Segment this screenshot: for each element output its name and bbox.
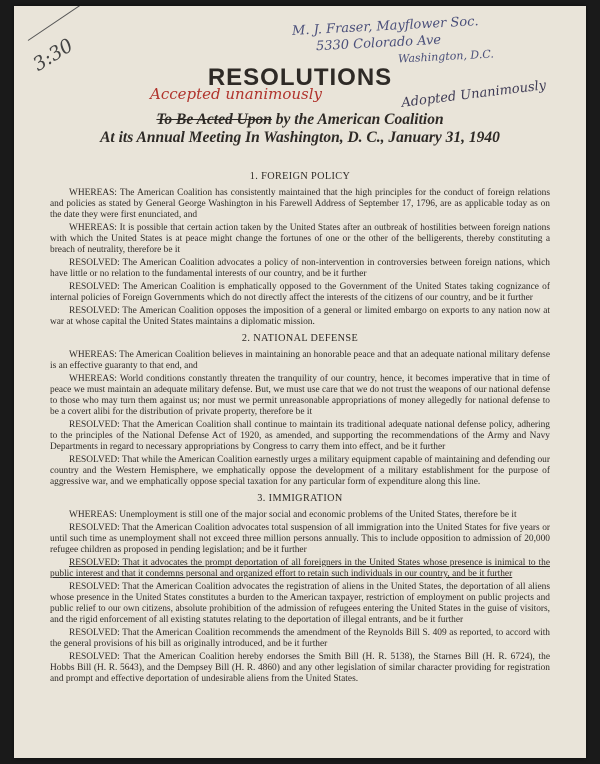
section-heading: 1. FOREIGN POLICY [249, 171, 351, 182]
document-page [14, 6, 586, 758]
paragraph: RESOLVED: That the American Coalition advocates total suspension of all immigration into the United States for five years or until such time as unemployment shall not exceed three million persons annually. This to include opposition to admission of 20,000 refugee children as proposed in pending legislation; and be it further [50, 523, 550, 555]
section-national-defense [50, 333, 550, 488]
section-foreign-policy [50, 171, 550, 328]
handwritten-adopted-note: Adopted Unanimously [400, 78, 547, 111]
section-immigration [50, 493, 550, 685]
handwritten-address-line2: 5330 Colorado Ave [315, 32, 442, 55]
handwritten-page-number: 3:30 [29, 34, 77, 76]
paragraph: WHEREAS: Unemployment is still one of the major social and economic problems of the United States, therefore be it [69, 510, 517, 520]
document-body [50, 168, 550, 690]
subtitle-line2: At its Annual Meeting In Washington, D. C., January 31, 1940 [100, 129, 500, 146]
section-heading: 3. IMMIGRATION [257, 493, 343, 504]
page-number-strike-line [28, 6, 118, 41]
paragraph: RESOLVED: The American Coalition is emphatically opposed to the Government of the United States taking cognizance of internal policies of Foreign Governments which do not directly affect the interests of the citizens of our country, and be it further [50, 282, 550, 303]
paragraph: WHEREAS: World conditions constantly threaten the tranquility of our country, hence, it becomes imperative that in time of peace we must maintain an adequate military defense. But, we must use care that we do not trust the weapons of our national defense to those who may turn them against us; nor must we permit unreasonable appropriations of money allegedly for national defense to be a covert alibi for the distribution of private property, therefore be it [50, 374, 550, 417]
handwritten-red-note: Accepted unanimously [150, 85, 322, 103]
paragraph: RESOLVED: That the American Coalition hereby endorses the Smith Bill (H. R. 5138), the Starnes Bill (H. R. 6724), the Hobbs Bill (H. R. 5643), and the Dempsey Bill (H. R. 4860) and any other legislation of similar character providing for registration and prompt and effective deportation of undesirable aliens from the United States. [50, 652, 550, 684]
struck-phrase: To Be Acted Upon [156, 111, 272, 128]
section-heading: 2. NATIONAL DEFENSE [241, 333, 359, 344]
paragraph: RESOLVED: That the American Coalition recommends the amendment of the Reynolds Bill S. 409 as reported, to accord with the general provisions of his bill as originally introduced, and be it further [50, 628, 550, 649]
subtitle-line1 [14, 112, 586, 128]
paragraph: WHEREAS: The American Coalition believes in maintaining an honorable peace and that an adequate national military defense is an effective guaranty to that end, and [50, 350, 550, 371]
paragraph: RESOLVED: That while the American Coalition earnestly urges a military equipment capable of maintaining and defending our country and the Western Hemisphere, we emphatically oppose the development of a military establishment for the purpose of aggressive war, and we emphatically oppose special taxation for any particular form of expenditure along this line. [50, 455, 550, 487]
paragraph: WHEREAS: The American Coalition has consistently maintained that the high principles for the conduct of foreign relations and policies as stated by General George Washington in his Farewell Address of September 17, 1796, are as applicable today as on the date they were first enunciated, and [50, 188, 550, 220]
subtitle-rest: by the American Coalition [275, 111, 444, 128]
paragraph-underlined: RESOLVED: That it advocates the prompt deportation of all foreigners in the United States whose presence is inimical to the public interest and that it condemns personal and organized effort to retain such individuals in our country, and be it further [50, 558, 550, 579]
document-title: RESOLUTIONS [207, 64, 393, 91]
paragraph: RESOLVED: The American Coalition advocates a policy of non-intervention in controversies between foreign nations, which have little or no relation to the fundamental interests of our country, and be it further [50, 258, 550, 279]
paragraph: RESOLVED: That the American Coalition advocates the registration of aliens in the United States, the deportation of all aliens whose presence in the United States constitutes a burden to the American taxpayer, restriction of employment on public projects and public relief to our own citizens, absolute prohibition of the admission of refugees entering the United States in the guise of visitors, and the rigid enforcement of all existing statutes relating to the deportation of illegal entrants, and be it further [50, 582, 550, 625]
paragraph: RESOLVED: The American Coalition opposes the imposition of a general or limited embargo on exports to any nation now at war at whose capital the United States maintains a diplomatic mission. [50, 306, 550, 327]
handwritten-address-line3: Washington, D.C. [397, 47, 495, 66]
paragraph: RESOLVED: That the American Coalition shall continue to maintain its traditional adequate national defense policy, adhering to the principles of the National Defense Act of 1920, as amended, and supporting the recommendations of the Army and Navy Departments in regard to necessary appropriations by Congress to carry them into effect, and be it further [50, 420, 550, 452]
handwritten-address-line1: M. J. Fraser, Mayflower Soc. [291, 14, 479, 39]
paragraph: WHEREAS: It is possible that certain action taken by the United States after an outbreak of hostilities between foreign nations with which the United States is at peace might change the fortunes of one or the other of the belligerents, thereby constituting a breach of neutrality, therefore be it [50, 223, 550, 255]
